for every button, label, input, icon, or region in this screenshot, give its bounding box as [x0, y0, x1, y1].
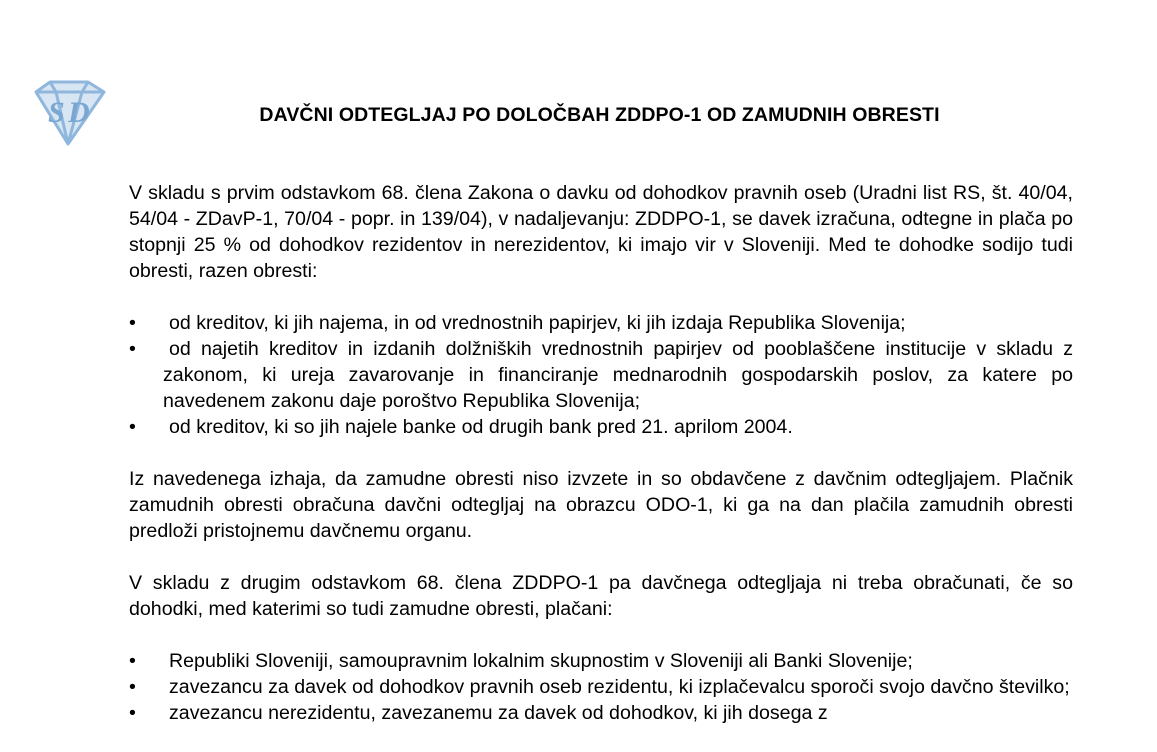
list-item: • zavezancu nerezidentu, zavezanemu za davek od dohodkov, ki jih dosega z — [129, 702, 828, 724]
bullet-icon: • — [129, 312, 136, 334]
bullet-icon: • — [129, 338, 136, 360]
paragraph-intro: V skladu s prvim odstavkom 68. člena Zakona o davku od dohodkov pravnih oseb (Uradni list RS, št. 40/04, 54/04 - ZDavP-1, 70/04 - popr. in 139/04), v nadaljevanju: ZDDPO-1, se davek izračuna, odtegne in plača po stopnji 25 % od dohodkov rezidentov in nerezidentov, ki imajo vir v Sloveniji. Med te dohodke sodijo tudi obresti, razen obresti: — [129, 182, 1073, 282]
bullet-icon: • — [129, 650, 136, 672]
bullet-icon: • — [129, 676, 136, 698]
document-body — [129, 180, 1073, 752]
list-item: • zavezancu za davek od dohodkov pravnih oseb rezidentu, ki izplačevalcu sporoči svojo davčno številko; — [129, 676, 1070, 698]
list-item: • od kreditov, ki jih najema, in od vrednostnih papirjev, ki jih izdaja Republika Slovenija; — [129, 312, 906, 334]
svg-text:D: D — [68, 96, 90, 129]
list-item: • Republiki Sloveniji, samoupravnim lokalnim skupnostim v Sloveniji ali Banki Slovenije; — [129, 650, 913, 672]
list-item: • od najetih kreditov in izdanih dolžniških vrednostnih papirjev od pooblaščene institucije v skladu z zakonom, ki ureja zavarovanje in financiranje mednarodnih gospodarskih poslov, za katere po navedenem zakonu daje poroštvo Republika Slovenija; — [129, 338, 1073, 412]
recipients-list — [129, 648, 1073, 726]
bullet-icon: • — [129, 702, 136, 724]
svg-text:S: S — [48, 96, 65, 129]
document-title: DAVČNI ODTEGLJAJ PO DOLOČBAH ZDDPO-1 OD ZAMUDNIH OBRESTI — [259, 104, 940, 126]
paragraph-second-clause: V skladu z drugim odstavkom 68. člena ZDDPO-1 pa davčnega odtegljaja ni treba obračunati, če so dohodki, med katerimi so tudi zamudne obresti, plačani: — [129, 572, 1073, 620]
list-item: • od kreditov, ki so jih najele banke od drugih bank pred 21. aprilom 2004. — [129, 416, 793, 438]
paragraph-conclusion: Iz navedenega izhaja, da zamudne obresti niso izvzete in so obdavčene z davčnim odtegljajem. Plačnik zamudnih obresti obračuna davčni odtegljaj na obrazcu ODO-1, ki ga na dan plačila zamudnih obresti predloži pristojnemu davčnemu organu. — [129, 468, 1073, 542]
exemptions-list — [129, 310, 1073, 440]
bullet-icon: • — [129, 416, 136, 438]
